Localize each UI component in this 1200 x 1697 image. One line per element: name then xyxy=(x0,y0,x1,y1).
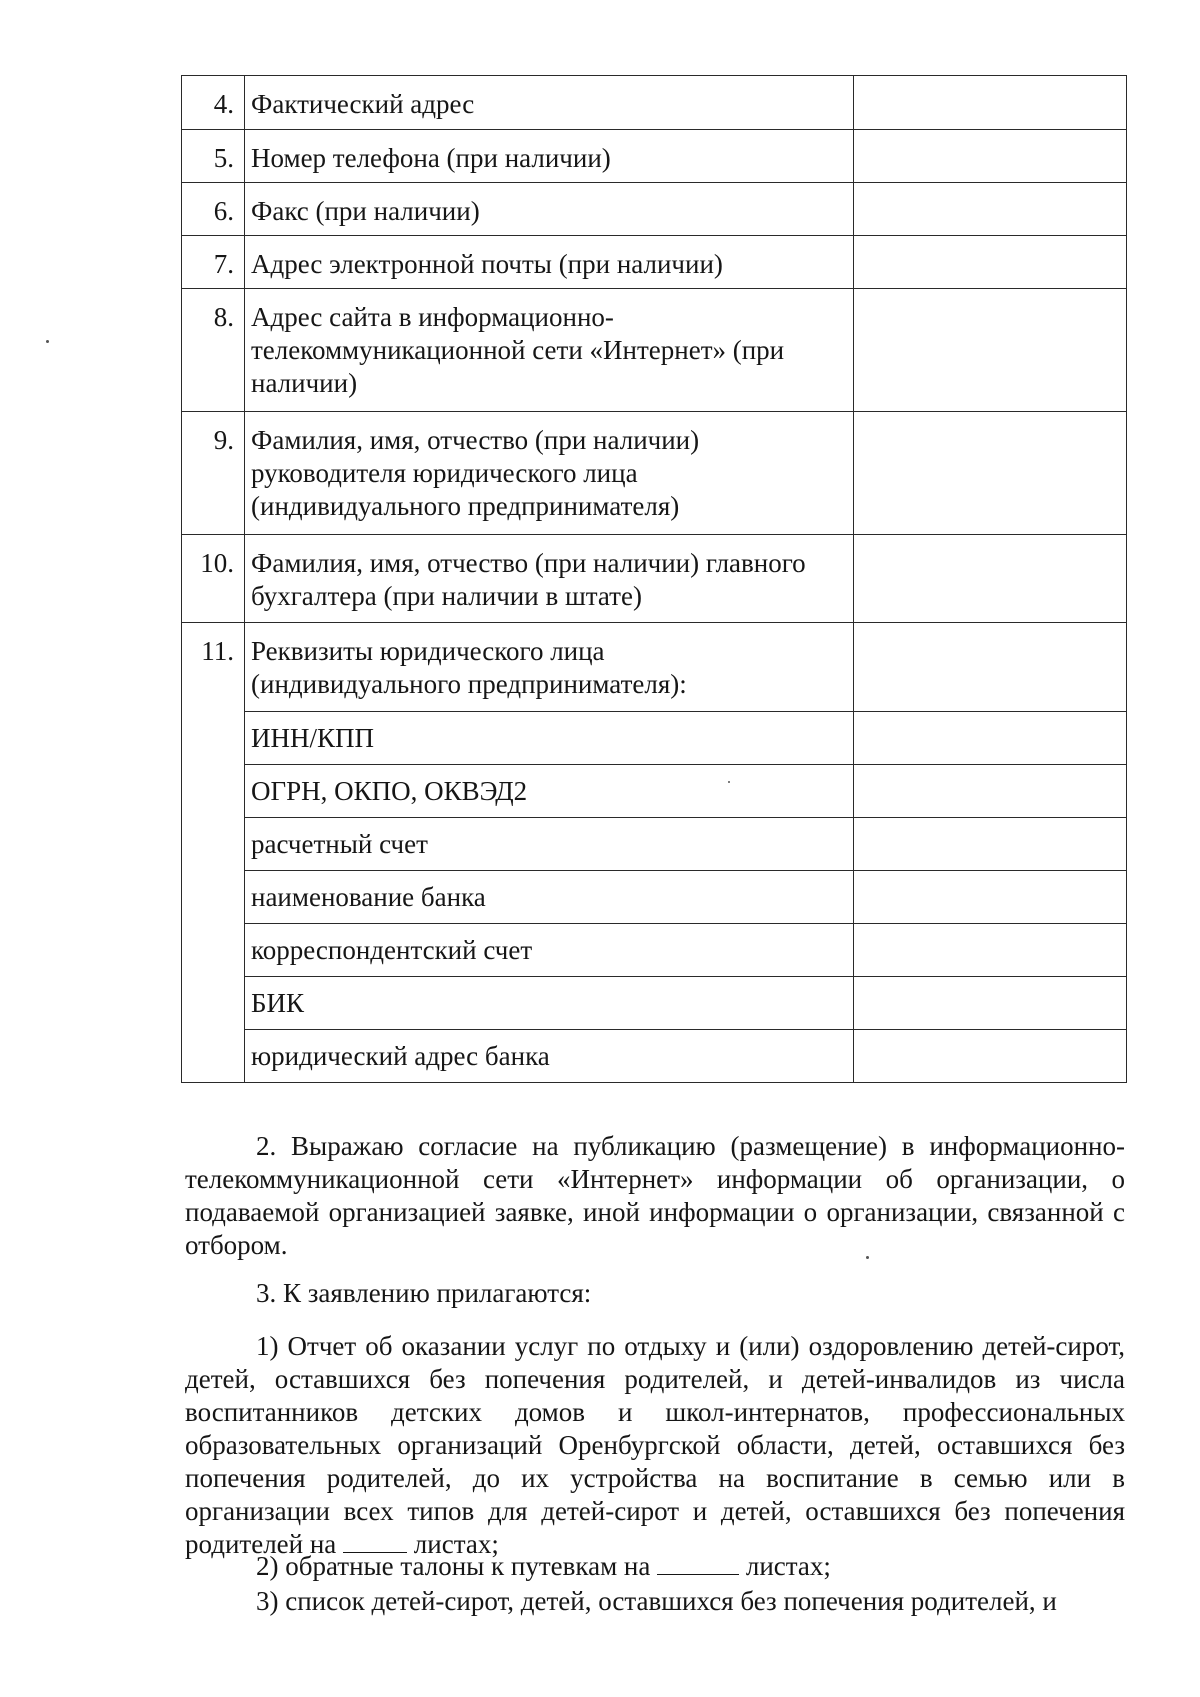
requisite-label: наименование банка xyxy=(245,871,854,924)
table-row xyxy=(182,623,1127,712)
table-row xyxy=(182,236,1127,289)
requisite-label: ОГРН, ОКПО, ОКВЭД2 xyxy=(245,765,854,818)
value-cell[interactable] xyxy=(854,977,1127,1030)
scan-speck xyxy=(46,340,49,343)
table-row xyxy=(182,76,1127,130)
row-label: Номер телефона (при наличии) xyxy=(245,130,854,183)
requisite-label: БИК xyxy=(245,977,854,1030)
value-cell[interactable] xyxy=(854,1030,1127,1083)
table-row xyxy=(182,183,1127,236)
row-number: 11. xyxy=(182,623,245,1083)
requisite-label: расчетный счет xyxy=(245,818,854,871)
requisite-row xyxy=(182,1030,1127,1083)
value-cell[interactable] xyxy=(854,535,1127,623)
row-number: 9. xyxy=(182,412,245,535)
organization-info-table xyxy=(181,75,1127,1083)
attachment-item-1 xyxy=(185,1330,1125,1561)
requisite-row xyxy=(182,977,1127,1030)
consent-text: 2. Выражаю согласие на публикацию (размещение) в информационно-телекоммуникационной сети «Интернет» информации об организации, о подаваемой организацией заявке, иной информации о организации, связанной с отбором. xyxy=(185,1131,1125,1260)
attachment-item-3-text: 3) список детей-сирот, детей, оставшихся без попечения родителей, и xyxy=(256,1586,1057,1616)
attachments-intro-text: 3. К заявлению прилагаются: xyxy=(256,1278,592,1308)
row-number: 4. xyxy=(182,76,245,130)
value-cell[interactable] xyxy=(854,236,1127,289)
value-cell[interactable] xyxy=(854,818,1127,871)
sheet-count-blank[interactable] xyxy=(657,1552,739,1575)
attachments-intro xyxy=(185,1277,1125,1310)
value-cell[interactable] xyxy=(854,712,1127,765)
table-row xyxy=(182,130,1127,183)
row-label: Адрес электронной почты (при наличии) xyxy=(245,236,854,289)
value-cell[interactable] xyxy=(854,623,1127,712)
requisite-label: юридический адрес банка xyxy=(245,1030,854,1083)
value-cell[interactable] xyxy=(854,76,1127,130)
requisite-row xyxy=(182,712,1127,765)
requisite-row xyxy=(182,765,1127,818)
attachment-item-2-tail: листах; xyxy=(745,1551,831,1581)
value-cell[interactable] xyxy=(854,412,1127,535)
requisite-label: ИНН/КПП xyxy=(245,712,854,765)
attachment-item-2-text xyxy=(185,1550,1125,1583)
scan-speck xyxy=(728,781,730,783)
attachment-item-1-tail: листах; xyxy=(413,1529,499,1559)
value-cell[interactable] xyxy=(854,130,1127,183)
attachment-item-3 xyxy=(185,1585,1125,1618)
row-number: 5. xyxy=(182,130,245,183)
attachment-item-2-body: 2) обратные талоны к путевкам на xyxy=(256,1551,651,1581)
table-row xyxy=(182,535,1127,623)
table-row xyxy=(182,412,1127,535)
table-row xyxy=(182,289,1127,412)
scan-speck xyxy=(866,1256,869,1259)
requisite-row xyxy=(182,818,1127,871)
value-cell[interactable] xyxy=(854,871,1127,924)
value-cell[interactable] xyxy=(854,183,1127,236)
row-number: 6. xyxy=(182,183,245,236)
value-cell[interactable] xyxy=(854,765,1127,818)
value-cell[interactable] xyxy=(854,289,1127,412)
consent-paragraph xyxy=(185,1130,1125,1262)
row-label: Фактический адрес xyxy=(245,76,854,130)
row-label: Реквизиты юридического лица (индивидуального предпринимателя): xyxy=(245,623,854,712)
attachment-item-2 xyxy=(185,1550,1125,1583)
requisite-row xyxy=(182,924,1127,977)
attachment-item-1-text xyxy=(185,1330,1125,1561)
row-label: Фамилия, имя, отчество (при наличии) главного бухгалтера (при наличии в штате) xyxy=(245,535,854,623)
row-number: 10. xyxy=(182,535,245,623)
row-number: 8. xyxy=(182,289,245,412)
row-label: Факс (при наличии) xyxy=(245,183,854,236)
requisite-row xyxy=(182,871,1127,924)
row-label: Адрес сайта в информационно- телекоммуникационной сети «Интернет» (при наличии) xyxy=(245,289,854,412)
row-number: 7. xyxy=(182,236,245,289)
attachment-item-1-body: 1) Отчет об оказании услуг по отдыху и (или) оздоровлению детей-сирот, детей, оставшихся без попечения родителей, и детей-инвалидов из числа воспитанников детских домов и школ-интернатов, профессиональных образовательных организаций Оренбургской области, детей, оставшихся без попечения родителей, до их устройства на воспитание в семью или в организации всех типов для детей-сирот и детей, оставшихся без попечения родителей на xyxy=(185,1331,1125,1559)
requisite-label: корреспондентский счет xyxy=(245,924,854,977)
row-label: Фамилия, имя, отчество (при наличии) руководителя юридического лица (индивидуального предпринимателя) xyxy=(245,412,854,535)
value-cell[interactable] xyxy=(854,924,1127,977)
